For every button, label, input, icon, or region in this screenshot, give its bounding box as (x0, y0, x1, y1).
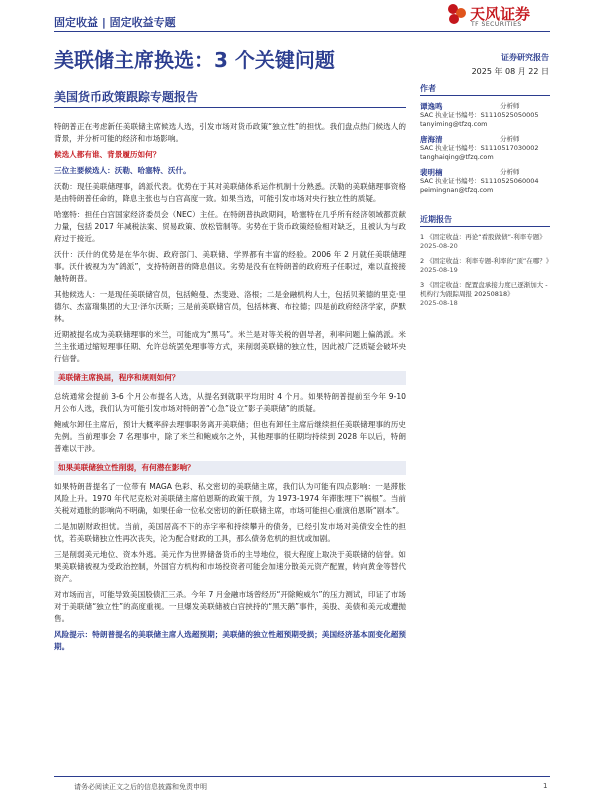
report-type: 证券研究报告 (501, 53, 549, 62)
waller-paragraph: 沃勒：现任美联储理事，鸽派代表。优势在于其对美联储体系运作机制十分熟悉。沃勒的美联储理事资格是由特朗普任命的，降息主张也与白宫高度一致。如果当选，可能引发市场对央行独立性的质疑。 (54, 182, 406, 203)
page-title: 美联储主席换选：3 个关键问题 (54, 48, 335, 72)
market-paragraph: 对市场而言，可能导致美国股债汇三杀。今年 7 月金融市场曾经历“开除鲍威尔”的压力测试，印证了市场对于美联储“独立性”的高度重视。一旦爆发美联储被白宫挟持的“黑天鹅”事件，美股、美债和美元或遭抛售。 (54, 590, 406, 623)
section-heading-procedure: 美联储主席换届，程序和规则如何？ (54, 371, 406, 385)
intro-paragraph: 特朗普正在考虑新任美联储主席候选人选，引发市场对货币政策“独立性”的担忧。我们盘点热门候选人的背景，并分析可能的经济和市场影响。 (54, 122, 406, 143)
header-category: 固定收益 | 固定收益专题 (54, 16, 176, 29)
recent-report-item[interactable]: 2 《固定收益：利率专题-利率的“顶”在哪？》 2025-08-19 (420, 257, 553, 274)
recent-reports-heading: 近期报告 (420, 215, 550, 227)
logo-mark-icon (446, 2, 468, 26)
recent-report-item[interactable]: 1 《固定收益：再论“看股做债”-利率专题》 2025-08-20 (420, 233, 546, 250)
authors-heading: 作者 (420, 84, 550, 96)
author-entry: 唐海清 分析师 SAC 执业证书编号：S1110517030002 tanghaiqing@tfzq.com (420, 135, 550, 162)
report-date: 2025 年 08 月 22 日 (471, 67, 549, 76)
subtitle-divider (54, 107, 406, 108)
author-email[interactable]: tanghaiqing@tfzq.com (420, 153, 494, 161)
author-entry: 谭逸鸣 分析师 SAC 执业证书编号：S1110525050005 tanyiming@tfzq.com (420, 102, 550, 129)
author-email[interactable]: peimingnan@tfzq.com (420, 186, 494, 194)
header-divider (54, 31, 550, 32)
risk-paragraph: 风险提示：特朗普提名的美联储主席人选超预期；美联储的独立性超预期受损；美国经济基本面变化超预期。 (54, 630, 406, 651)
footer-divider (54, 776, 550, 777)
recent-report-item[interactable]: 3 《固定收益：配置盘承接力度已逐渐加大 - 机构行为跟踪周报 20250818》 2025-08-18 (420, 281, 548, 307)
page-subtitle: 美国货币政策跟踪专题报告 (54, 90, 199, 104)
author-entry: 裴明楠 分析师 SAC 执业证书编号：S1110525060004 peimingnan@tfzq.com (420, 168, 550, 195)
hassett-paragraph: 哈塞特：担任白宫国家经济委员会（NEC）主任。在特朗普执政期间，哈塞特在几乎所有经济领域都贡献力量，包括 2017 年减税法案、贸易政策、放松管制等。劣势在于货币政策经验相对缺乏，且被认为与政府过于接近。 (54, 210, 406, 243)
dollar-paragraph: 三是削弱美元地位、资本外逃。美元作为世界储备货币的主导地位，很大程度上取决于美联储的信誉。如果美联储被视为受政治控制，外国官方机构和市场投资者可能会加速分散美元资产配置，转向黄金等替代资产。 (54, 550, 406, 583)
section-heading-impact: 如果美联储独立性削弱，有何潜在影响？ (54, 461, 406, 475)
warsh-paragraph: 沃什：沃什的优势是在华尔街、政府部门、美联储、学界都有丰富的经验。2006 年 2 月就任美联储理事。沃什被视为为“鸽派”，支持特朗普的降息倡议。劣势是没有在特朗普的政府班子任职过，难以直接接触特朗普。 (54, 250, 406, 283)
logo-text-cn: 天风证券 (470, 5, 531, 23)
footer-disclaimer: 请务必阅读正文之后的信息披露和免责申明 (74, 783, 207, 791)
fiscal-paragraph: 二是加剧财政担忧。当前，美国居高不下的赤字率和持续攀升的债务，已经引发市场对美债安全性的担忧，若美联储独立性再次丧失，沦为配合财政的工具，那么债务危机的担忧或加剧。 (54, 522, 406, 543)
powell-paragraph: 鲍威尔卸任主席后，预计大概率辞去理事职务离开美联储；但也有卸任主席后继续担任美联储理事的历史先例。当前理事会 7 名理事中，除了米兰和鲍威尔之外，其他理事的任期均持续到 2028 年以后，特朗普难以干涉。 (54, 420, 406, 453)
company-logo (446, 2, 556, 30)
miran-paragraph: 近期被提名成为美联储理事的米兰，可能成为“黑马”。米兰是对等关税的倡导者，利率问题上偏鸽派。米兰主张通过缩短理事任期、允许总统罢免理事等方式，来削弱美联储的独立性，因此被广泛质疑会破坏央行信誉。 (54, 330, 406, 363)
other-candidates-paragraph: 其他候选人：一是现任美联储官员，包括鲍曼、杰斐逊、洛根；二是金融机构人士，包括贝莱德的里克·里德尔、杰富瑞集团的大卫·泽尔沃斯；三是前美联储官员，包括林赛、布拉德；四是前政府经济学家，萨默林。 (54, 290, 406, 323)
sidebar (420, 84, 553, 314)
page-number: 1 (543, 782, 548, 790)
procedure-paragraph: 总统通常会提前 3-6 个月公布提名人选，从提名到就职平均用时 4 个月。如果特朗普提前至今年 9-10 月公布人选，我们认为可能引发市场对特朗普“心急”设立“影子美联储”的质疑。 (54, 392, 406, 413)
maga-paragraph: 如果特朗普提名了一位带有 MAGA 色彩、私交密切的美联储主席，我们认为可能有四点影响：一是滞胀风险上升。1970 年代尼克松对美联储主席伯恩斯的政策干预，为 1973-1974 年滞胀埋下“祸根”。当前关税对通胀的影响尚不明确，如果任命一位私交密切的新任联储主席，市场可能担心重演伯恩斯“剧本”。 (54, 482, 406, 515)
logo-text-en: TF SECURITIES (471, 21, 522, 28)
three-candidates-line: 三位主要候选人：沃勒、哈塞特、沃什。 (54, 166, 191, 175)
section-heading-candidates: 候选人都有谁、背景履历如何？ (54, 150, 161, 159)
author-email[interactable]: tanyiming@tfzq.com (420, 120, 488, 128)
main-body (54, 121, 406, 657)
